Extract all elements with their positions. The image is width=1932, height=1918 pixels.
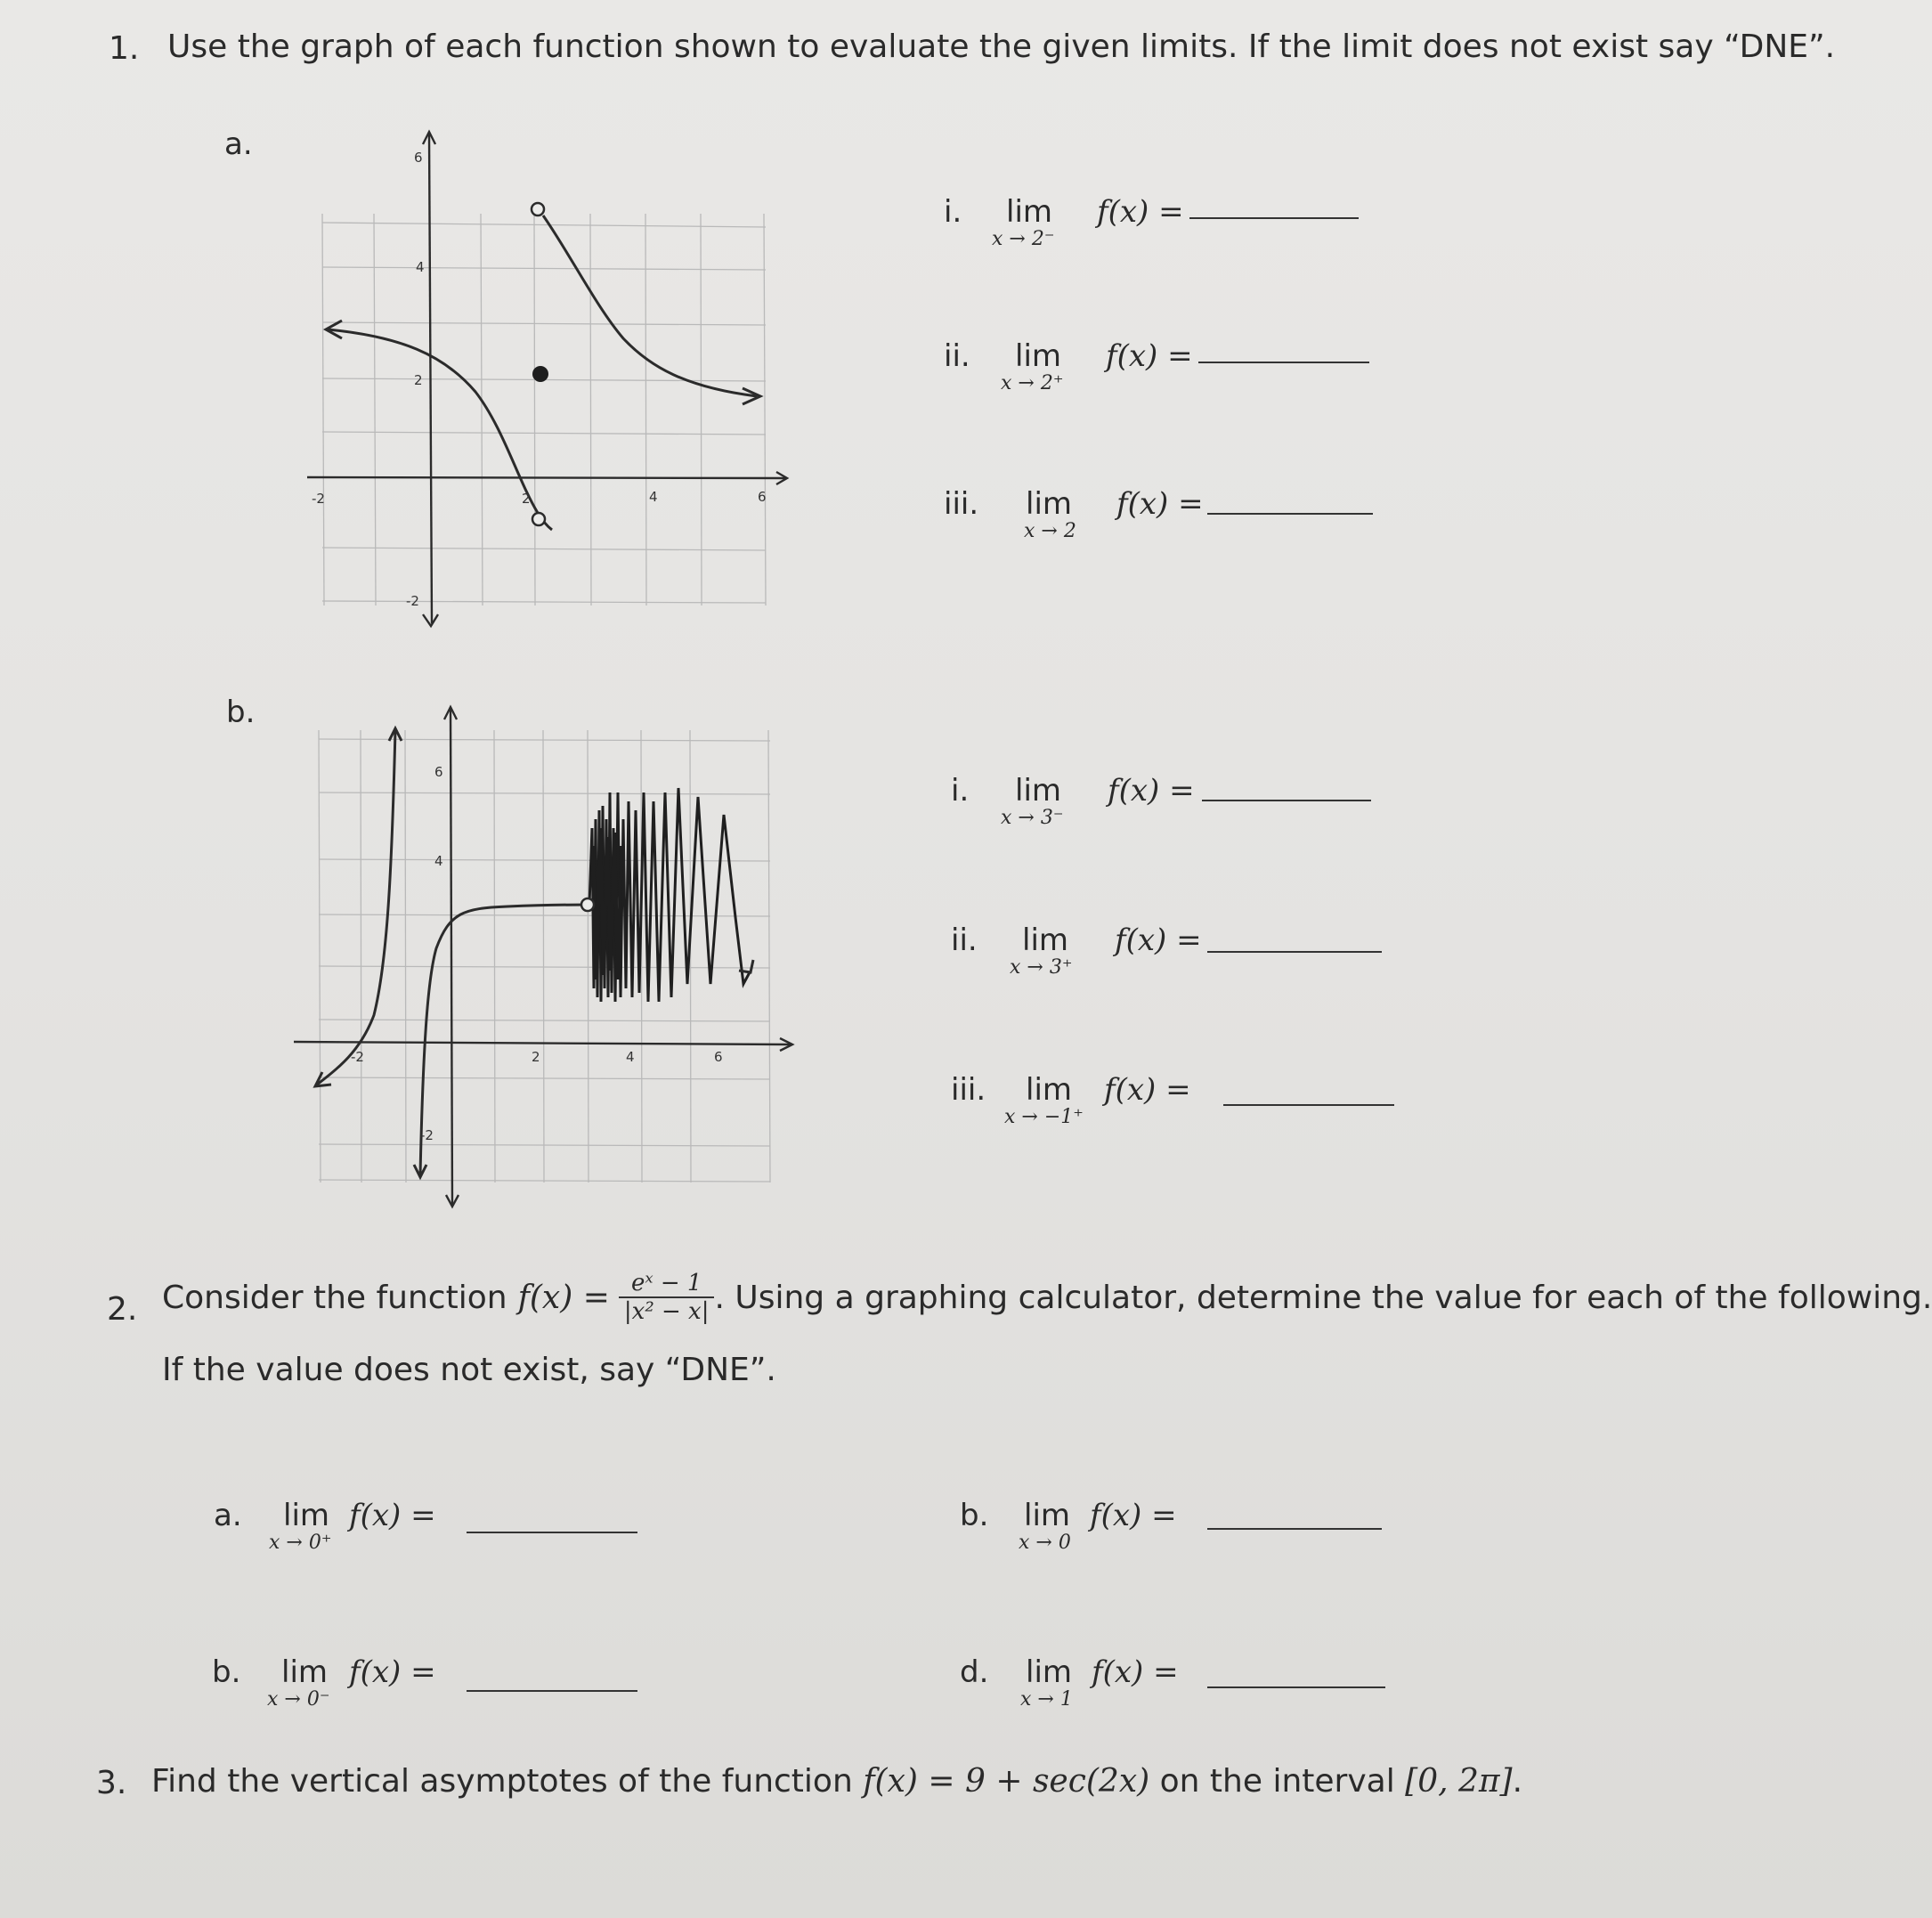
answer-blank-q2b-left[interactable] <box>467 1690 637 1692</box>
lim-subscript: x → 0⁻ <box>267 1688 330 1711</box>
roman: ii. <box>944 338 970 374</box>
lim-fx: f(x) = <box>1116 486 1204 522</box>
lim-word: lim <box>281 1654 329 1690</box>
q1b-limit-ii <box>951 922 1202 979</box>
answer-blank-q1b-iii[interactable] <box>1223 1104 1394 1106</box>
roman: i. <box>944 194 962 230</box>
q1a-limit-ii <box>944 338 1193 394</box>
graph-a-solid-point <box>532 366 548 382</box>
graph-a-tick-y2: 2 <box>414 372 423 388</box>
graph-a-right-curve <box>543 215 757 396</box>
lim-fx: f(x) = <box>1106 338 1193 374</box>
part-label: a. <box>214 1498 242 1533</box>
lim-word: lim <box>1024 1498 1071 1533</box>
q3-statement <box>151 1763 1522 1800</box>
q1a-limit-iii <box>944 486 1204 542</box>
lim-fx: f(x) = <box>1104 1072 1191 1108</box>
lim-subscript: x → 3⁺ <box>1010 956 1073 979</box>
roman: iii. <box>951 1072 986 1108</box>
lim-word: lim <box>1015 773 1062 809</box>
lim-subscript: x → 0 <box>1019 1532 1071 1554</box>
roman: ii. <box>951 922 978 958</box>
graph-b-tick-y4: 4 <box>434 853 443 869</box>
answer-blank-q2a[interactable] <box>467 1532 637 1533</box>
part-label: d. <box>960 1654 989 1690</box>
graph-a-tick-y6: 6 <box>414 150 423 166</box>
lim-fx: f(x) = <box>1108 773 1195 809</box>
part-label: b. <box>960 1498 989 1533</box>
graph-b-left-branch <box>317 730 395 1085</box>
q1b-label: b. <box>226 695 256 730</box>
answer-blank-q1b-ii[interactable] <box>1207 951 1382 953</box>
lim-subscript: x → 3⁻ <box>1001 807 1064 829</box>
graph-a-open-point-low <box>532 513 545 525</box>
lim-word: lim <box>1026 486 1073 522</box>
answer-blank-q2d[interactable] <box>1207 1686 1385 1688</box>
answer-blank-q2b-right[interactable] <box>1207 1528 1382 1530</box>
lim-word: lim <box>1026 1654 1073 1690</box>
roman: i. <box>951 773 970 809</box>
graph-b-tick-x2: 2 <box>532 1049 540 1065</box>
q3-text-before: Find the vertical asymptotes of the function <box>151 1763 853 1800</box>
q2-text-after: . Using a graphing calculator, determine the value for each of the following. <box>714 1279 1932 1316</box>
graph-a-tick-x6: 6 <box>758 489 767 505</box>
graph-a-tick-y4: 4 <box>416 259 425 275</box>
q1a-limit-i <box>944 194 1184 250</box>
lim-word: lim <box>1022 922 1069 958</box>
q2-denominator: |x² − x| <box>623 1298 710 1325</box>
lim-word: lim <box>1026 1072 1073 1108</box>
answer-blank-q1a-iii[interactable] <box>1207 513 1373 515</box>
lim-subscript: x → 2 <box>1024 520 1076 542</box>
q2-line2: If the value does not exist, say “DNE”. <box>162 1352 776 1388</box>
q2-fraction <box>619 1270 715 1325</box>
q2-number: 2. <box>107 1291 138 1328</box>
q3-text-middle: on the interval <box>1159 1763 1395 1800</box>
q2-part-a <box>214 1498 436 1554</box>
q2-numerator: eˣ − 1 <box>619 1270 715 1298</box>
q1b-limit-iii <box>951 1072 1191 1128</box>
graph-b-tick-y6: 6 <box>434 764 443 780</box>
lim-word: lim <box>1006 194 1053 230</box>
roman: iii. <box>944 486 979 522</box>
q3-number: 3. <box>96 1765 127 1801</box>
graph-a-tick-x4: 4 <box>649 489 658 505</box>
q2-text-before: Consider the function <box>162 1279 507 1316</box>
q2-part-b-right <box>960 1498 1177 1554</box>
lim-subscript: x → 1 <box>1020 1688 1073 1711</box>
lim-subscript: x → 2⁺ <box>1001 372 1064 394</box>
lim-subscript: x → 2⁻ <box>992 228 1055 250</box>
answer-blank-q1b-i[interactable] <box>1202 800 1371 801</box>
graph-a <box>285 125 819 632</box>
q1-number: 1. <box>109 30 140 67</box>
answer-blank-q1a-ii[interactable] <box>1198 362 1369 363</box>
q1a-label: a. <box>224 126 253 162</box>
lim-word: lim <box>1015 338 1062 374</box>
q2-part-d <box>960 1654 1179 1711</box>
graph-b-tick-xn2: -2 <box>351 1049 364 1065</box>
answer-blank-q1a-i[interactable] <box>1189 217 1359 219</box>
lim-fx: f(x) = <box>1115 922 1202 958</box>
lim-fx: f(x) = <box>1097 194 1184 230</box>
lim-subscript: x → 0⁺ <box>269 1532 332 1554</box>
lim-subscript: x → −1⁺ <box>1004 1106 1084 1128</box>
graph-b-middle-branch <box>420 905 589 1175</box>
graph-a-left-curve <box>326 321 552 530</box>
lim-word: lim <box>283 1498 330 1533</box>
q1b-limit-i <box>951 773 1195 829</box>
q3-formula: f(x) = 9 + sec(2x) <box>863 1763 1150 1800</box>
q3-text-end: . <box>1512 1763 1523 1800</box>
graph-a-open-point-high <box>532 203 544 215</box>
q2-part-b-left <box>212 1654 436 1711</box>
lim-fx: f(x) = <box>1090 1498 1177 1533</box>
graph-a-tick-xn2: -2 <box>312 491 325 507</box>
graph-a-tick-yn2: -2 <box>406 593 419 609</box>
q1-prompt: Use the graph of each function shown to evaluate the given limits. If the limit does not exist say “DNE”. <box>167 28 1836 65</box>
lim-fx: f(x) = <box>349 1498 436 1533</box>
part-label: b. <box>212 1654 241 1690</box>
graph-b-tick-x4: 4 <box>626 1049 635 1065</box>
graph-b-tick-x6: 6 <box>714 1049 723 1065</box>
graph-b-open-point <box>581 898 594 911</box>
lim-fx: f(x) = <box>349 1654 436 1690</box>
q2-fx: f(x) = <box>517 1279 610 1316</box>
lim-fx: f(x) = <box>1092 1654 1179 1690</box>
q2-statement <box>162 1270 1932 1325</box>
graph-b-tick-yn2: -2 <box>420 1127 434 1143</box>
graph-b <box>285 695 819 1211</box>
q3-interval: [0, 2π] <box>1405 1763 1513 1800</box>
graph-a-tick-x2: 2 <box>522 491 531 507</box>
